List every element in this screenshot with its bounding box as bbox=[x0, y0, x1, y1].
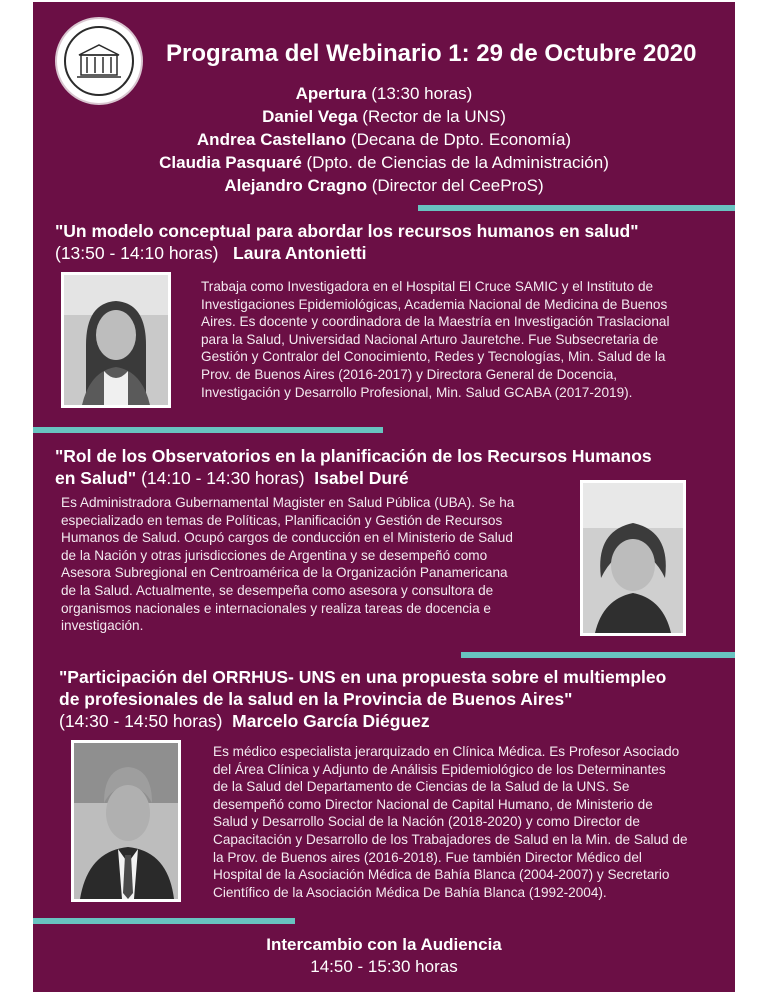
opening-speaker: Daniel Vega (Rector de la UNS) bbox=[262, 107, 506, 126]
opening-line bbox=[33, 82, 735, 105]
talk-1-heading: "Un modelo conceptual para abordar los recursos humanos en salud" (13:50 - 14:10 horas) Laura Antonietti bbox=[55, 221, 639, 263]
divider-bar bbox=[33, 427, 383, 433]
speaker-photo bbox=[71, 740, 181, 902]
talk-2-heading: "Rol de los Observatorios en la planificación de los Recursos Humanos en Salud" (14:10 - 14:30 horas) Isabel Duré bbox=[55, 446, 652, 488]
program-page bbox=[33, 2, 735, 992]
opening-speaker: Andrea Castellano (Decana de Dpto. Economía) bbox=[196, 130, 572, 149]
closing-block bbox=[33, 934, 735, 978]
divider-bar bbox=[418, 205, 735, 211]
speaker-photo bbox=[580, 480, 686, 636]
talk-2-speaker: Isabel Duré bbox=[314, 468, 409, 488]
talk-3-bio: Es médico especialista jerarquizado en Clínica Médica. Es Profesor Asociado del Área Clínica y Adjunto de Análisis Epidemiológico de los Determinantes de la Salud del Departamento de Ciencias de la Salud de la UNS. Se desempeñó como Director Nacional de Capital Humano, de Ministerio de Salud y Desarrollo Social de la Nación (2018-2020) y como Director de Capacitación y Desarrollo de los Trabajadores de Salud en la Min. de Salud de la Prov. de Buenos aires (2016-2018). Fue también Director Médico del Hospital de la Asociación Médica de Bahía Blanca (2004-2007) y Secretario Científico de la Asociación Médica De Bahía Blanca (1992-2004). bbox=[213, 744, 688, 900]
talk-1-speaker: Laura Antonietti bbox=[233, 243, 367, 263]
talk-3-time: (14:30 - 14:50 horas) bbox=[59, 711, 223, 731]
opening-time: (13:30 horas) bbox=[371, 84, 473, 103]
speaker-photo bbox=[61, 272, 171, 408]
talk-1-bio: Trabaja como Investigadora en el Hospital El Cruce SAMIC y el Instituto de Investigaciones Epidemiológicas, Academia Nacional de Medicina de Buenos Aires. Es docente y coordinadora de la Maestría en Investigación Traslacional para la Salud, Universidad Nacional Arturo Jauretche. Fue Subsecretaria de Gestión y Contralor del Conocimiento, Redes y Tecnologías, Min. Salud de la Prov. de Buenos Aires (2016-2017) y Directora General de Docencia, Investigación y Desarrollo Profesional, Min. Salud GCABA (2017-2019). bbox=[201, 279, 670, 400]
divider-bar bbox=[461, 652, 735, 658]
talk-2-bio: Es Administradora Gubernamental Magister en Salud Pública (UBA). Se ha especializado en temas de Políticas, Planificación y Gestión de Recursos Humanos de Salud. Ocupó cargos de conducción en el Ministerio de Salud de la Nación y otras jurisdicciones de Argentina y se desempeñó como Asesora Subregional en Centroamérica de la Organización Panamericana de la Salud. Actualmente, se desempeña como asesora y consultora de organismos nacionales e internacionales y realiza tareas de docencia e investigación. bbox=[61, 495, 515, 634]
opening-speaker: Alejandro Cragno (Director del CeeProS) bbox=[224, 176, 544, 195]
opening-block bbox=[33, 82, 735, 197]
closing-label: Intercambio con la Audiencia bbox=[266, 935, 502, 954]
talk-2-time: (14:10 - 14:30 horas) bbox=[141, 468, 305, 488]
divider-bar bbox=[33, 918, 295, 924]
talk-3-heading: "Participación del ORRHUS- UNS en una propuesta sobre el multiempleo de profesionales de la salud en la Provincia de Buenos Aires" (14:30 - 14:50 horas) Marcelo García Diéguez bbox=[59, 667, 667, 731]
closing-time: 14:50 - 15:30 horas bbox=[310, 957, 458, 976]
opening-speaker: Claudia Pasquaré (Dpto. de Ciencias de la Administración) bbox=[159, 153, 609, 172]
talk-3-speaker: Marcelo García Diéguez bbox=[232, 711, 430, 731]
talk-1-time: (13:50 - 14:10 horas) bbox=[55, 243, 219, 263]
opening-label: Apertura bbox=[295, 84, 367, 103]
page-title: Programa del Webinario 1: 29 de Octubre 2020 bbox=[166, 40, 697, 67]
